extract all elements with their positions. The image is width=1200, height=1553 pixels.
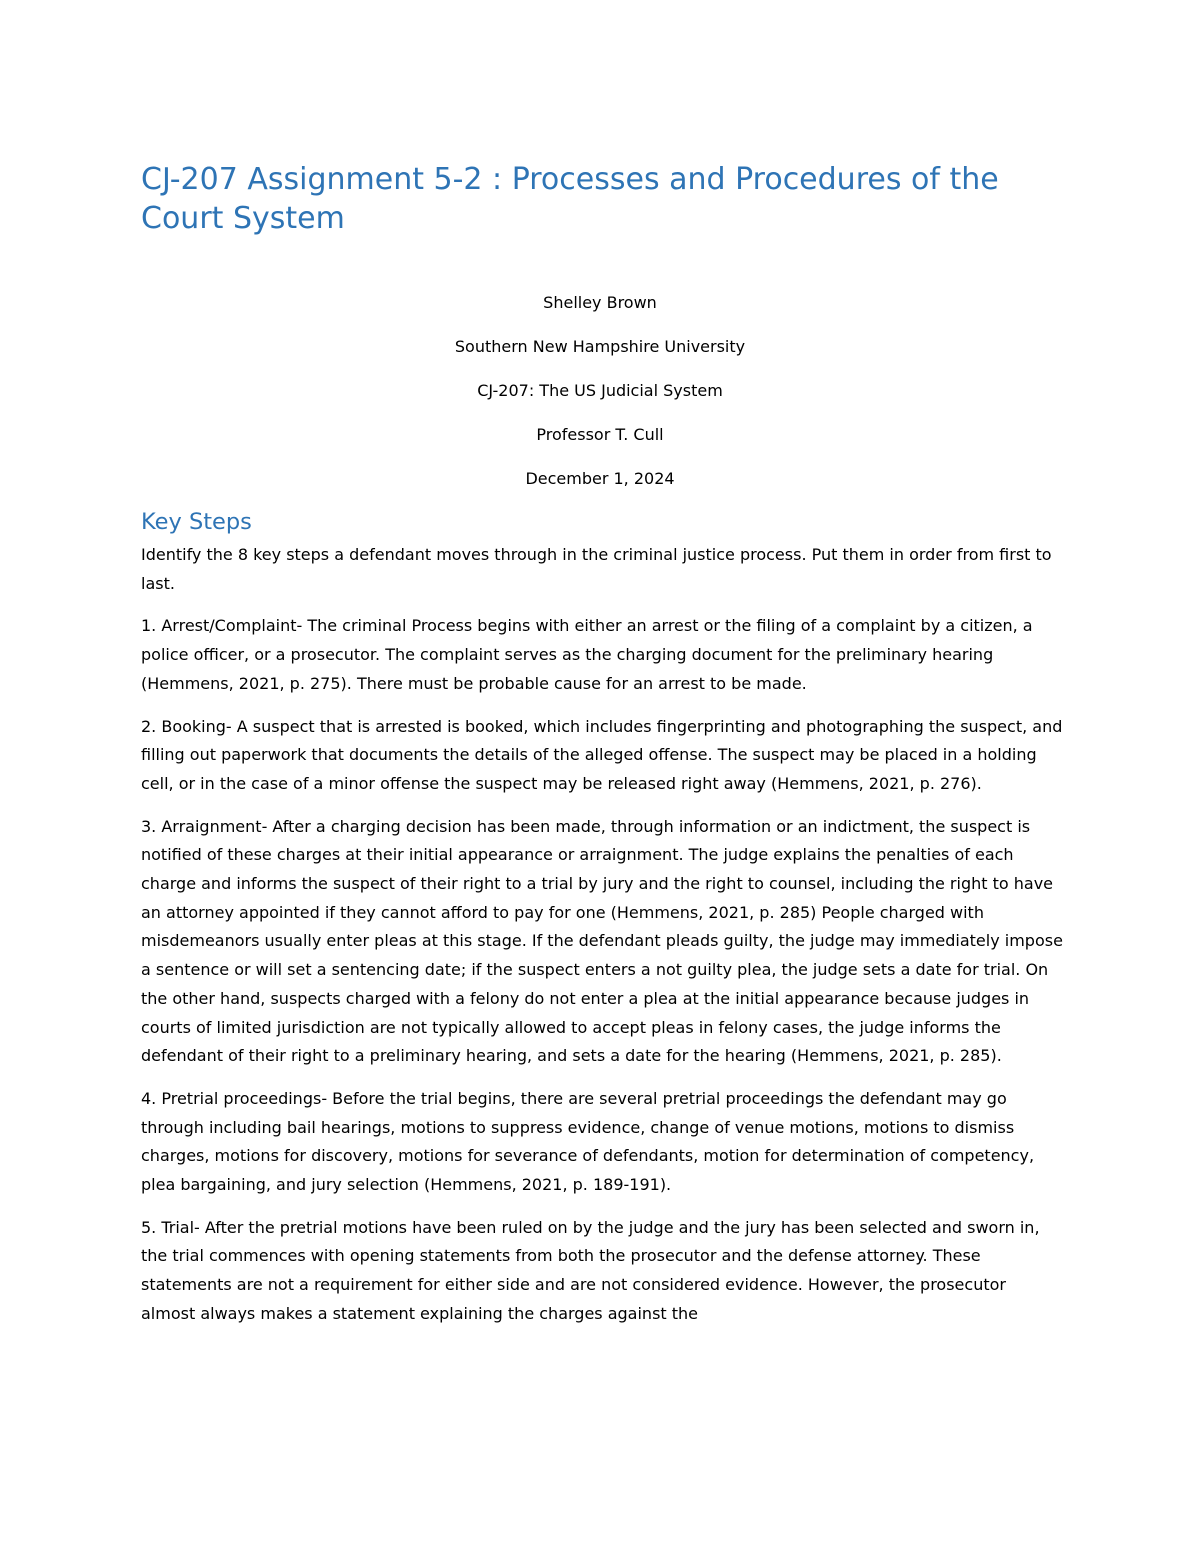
professor-name: Professor T. Cull — [536, 425, 664, 444]
section-heading-key-steps: Key Steps — [141, 509, 252, 535]
document-body — [141, 541, 1063, 1343]
course-name: CJ-207: The US Judicial System — [477, 381, 723, 400]
cover-block — [141, 289, 1059, 509]
step-paragraph-pretrial: 4. Pretrial proceedings- Before the trial begins, there are several pretrial proceedings the defendant may go through including bail hearings, motions to suppress evidence, change of venue motions, motions to dismiss charges, motions for discovery, motions for severance of defendants, motion for determination of competency, plea bargaining, and jury selection (Hemmens, 2021, p. 189-191). — [141, 1088, 1035, 1195]
document-title: CJ-207 Assignment 5-2 : Processes and Procedures of the Court System — [141, 162, 999, 236]
author-name: Shelley Brown — [543, 293, 657, 312]
institution-name: Southern New Hampshire University — [454, 337, 746, 356]
submission-date: December 1, 2024 — [525, 469, 675, 488]
step-paragraph-arrest: 1. Arrest/Complaint- The criminal Process begins with either an arrest or the filing of a complaint by a citizen, a police officer, or a prosecutor. The complaint serves as the charging document for the preliminary hearing (Hemmens, 2021, p. 275). There must be probable cause for an arrest to be made. — [141, 616, 1033, 693]
step-paragraph-booking: 2. Booking- A suspect that is arrested is booked, which includes fingerprinting and photographing the suspect, and filling out paperwork that documents the details of the alleged offense. The suspect may be placed in a holding cell, or in the case of a minor offense the suspect may be released right away (Hemmens, 2021, p. 276). — [141, 716, 1063, 793]
step-paragraph-trial: 5. Trial- After the pretrial motions have been ruled on by the judge and the jury has been selected and sworn in, the trial commences with opening statements from both the prosecutor and the defense attorney. These statements are not a requirement for either side and are not considered evidence. However, the prosecutor almost always makes a statement explaining the charges against the — [141, 1217, 1040, 1323]
assignment-prompt: Identify the 8 key steps a defendant moves through in the criminal justice process. Put them in order from first to last. — [141, 545, 1052, 593]
step-paragraph-arraignment: 3. Arraignment- After a charging decision has been made, through information or an indictment, the suspect is notified of these charges at their initial appearance or arraignment. The judge explains the penalties of each charge and informs the suspect of their right to a trial by jury and the right to counsel, including the right to have an attorney appointed if they cannot afford to pay for one (Hemmens, 2021, p. 285) People charged with misdemeanors usually enter pleas at this stage. If the defendant pleads guilty, the judge may immediately impose a sentence or will set a sentencing date; if the suspect enters a not guilty plea, the judge sets a date for trial. On the other hand, suspects charged with a felony do not enter a plea at the initial appearance because judges in courts of limited jurisdiction are not typically allowed to accept pleas in felony cases, the judge informs the defendant of their right to a preliminary hearing, and sets a date for the hearing (Hemmens, 2021, p. 285). — [141, 816, 1063, 1066]
